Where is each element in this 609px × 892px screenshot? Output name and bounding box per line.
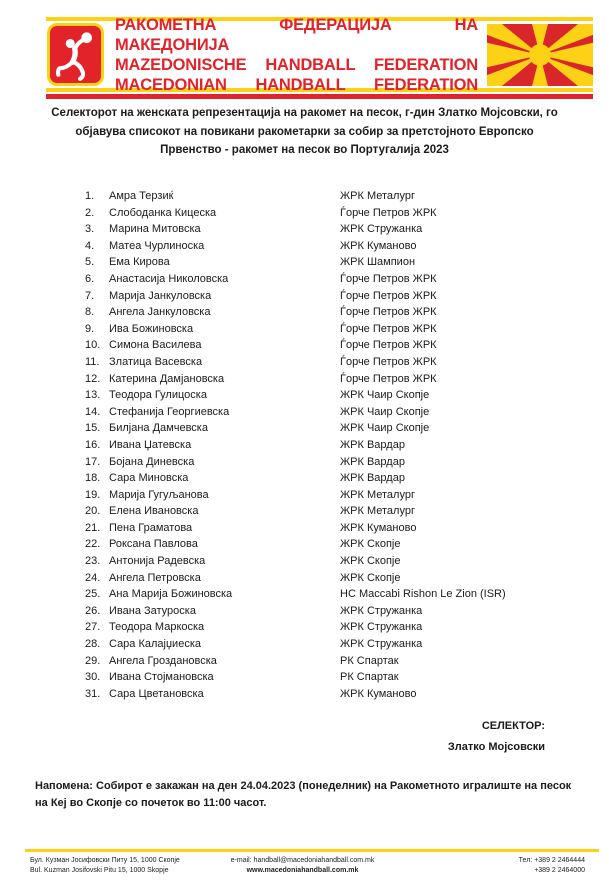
footer-contact [205, 856, 400, 875]
player-name: Слободанка Кицеска [109, 206, 217, 219]
player-number: 15. [85, 422, 101, 435]
player-row [85, 570, 575, 587]
player-row [85, 188, 575, 205]
player-number: 12. [85, 372, 101, 385]
player-number: 28. [85, 638, 101, 651]
player-club: РК Спартак [340, 671, 399, 684]
federation-title-english: MACEDONIAN HANDBALL FEDERATION [115, 75, 478, 94]
player-number: 9. [85, 322, 95, 335]
player-row [85, 271, 575, 288]
footer-columns [0, 852, 609, 875]
player-name: Амра Терзиќ [109, 190, 174, 202]
player-club: Ѓорче Петров ЖРК [340, 372, 437, 385]
federation-title-german: MAZEDONISCHE HANDBALL FEDERATION [115, 55, 478, 74]
player-name: Марија Јанкуловска [109, 289, 212, 302]
player-row [85, 487, 575, 504]
player-number: 13. [85, 389, 101, 402]
player-number: 29. [85, 654, 101, 667]
player-number: 30. [85, 671, 101, 684]
player-number: 1. [85, 190, 95, 202]
player-name: Анастасија Николовска [109, 272, 229, 285]
player-row [85, 536, 575, 553]
player-club: ЖРК Куманово [340, 687, 417, 700]
player-name: Антонија Радевска [109, 555, 206, 568]
player-club: ЖРК Скопје [340, 555, 401, 568]
player-name: Стефанија Георгиевска [109, 405, 230, 418]
player-club: Ѓорче Петров ЖРК [340, 306, 437, 319]
player-name: Симона Василева [109, 339, 202, 352]
player-name: Матеа Чурлиноска [109, 239, 205, 252]
player-club: ЖРК Куманово [340, 239, 417, 252]
player-row [85, 238, 575, 255]
player-club: Ѓорче Петров ЖРК [340, 272, 437, 285]
player-row [85, 669, 575, 686]
player-row [85, 619, 575, 636]
player-name: Ива Божиновска [109, 322, 194, 335]
player-number: 31. [85, 687, 101, 700]
player-number: 18. [85, 472, 101, 485]
player-row [85, 653, 575, 670]
player-row [85, 337, 575, 354]
player-club: Ѓорче Петров ЖРК [340, 289, 437, 302]
player-number: 3. [85, 223, 95, 236]
player-name: Ангела Јанкуловска [109, 306, 211, 319]
player-number: 27. [85, 621, 101, 634]
player-club: ЖРК Металург [340, 190, 415, 202]
player-list [85, 188, 575, 702]
player-number: 2. [85, 206, 95, 219]
selector-block [448, 716, 545, 758]
player-name: Марина Митовска [109, 223, 201, 236]
player-row [85, 288, 575, 305]
player-row [85, 586, 575, 603]
player-number: 26. [85, 604, 101, 617]
player-row [85, 603, 575, 620]
player-club: ЖРК Стружанка [340, 604, 423, 617]
player-row [85, 470, 575, 487]
player-name: Катерина Дамјановска [109, 372, 225, 385]
player-club: Ѓорче Петров ЖРК [340, 206, 437, 219]
player-name: Сара Цветановска [109, 687, 204, 700]
player-name: Теодора Гулицоска [109, 389, 207, 402]
player-name: Елена Ивановска [109, 505, 199, 518]
player-number: 6. [85, 272, 95, 285]
player-club: ЖРК Шампион [340, 256, 416, 269]
player-row [85, 454, 575, 471]
footer-address [30, 856, 205, 875]
footer-email: e-mail: handball@macedoniahandball.com.mk [230, 857, 375, 864]
player-number: 23. [85, 555, 101, 568]
player-club: ЖРК Вардар [340, 472, 405, 485]
footer-address-mk: Бул. Кузман Јосифовски Питу 15, 1000 Скопје [30, 857, 180, 864]
player-name: Бојана Диневска [109, 455, 195, 468]
handball-player-icon [53, 28, 99, 82]
selector-name: Златко Мојсовски [447, 741, 545, 753]
federation-letterhead [46, 17, 593, 99]
player-club: ЖРК Куманово [340, 521, 417, 534]
player-club: ЖРК Чаир Скопје [340, 389, 430, 402]
player-name: Ивана Затуроска [109, 604, 196, 617]
macedonia-flag-icon [487, 24, 593, 86]
player-row [85, 304, 575, 321]
player-row [85, 371, 575, 388]
player-club: ЖРК Металург [340, 505, 415, 518]
player-name: Ангела Петровска [109, 571, 201, 584]
player-name: Ангела Гроздановска [109, 654, 217, 667]
player-club: ЖРК Скопје [340, 571, 401, 584]
player-number: 20. [85, 505, 101, 518]
player-number: 11. [85, 355, 100, 368]
player-name: Ивана Џатевска [109, 438, 192, 451]
player-club: ЖРК Стружанка [340, 621, 423, 634]
player-number: 4. [85, 239, 95, 252]
player-name: Теодора Маркоска [109, 621, 205, 634]
player-club: РК Спартак [340, 654, 399, 667]
player-number: 10. [85, 339, 101, 352]
player-club: ЖРК Чаир Скопје [340, 405, 430, 418]
footer-address-en: Bul. Kuzman Josifovski Pitu 15, 1000 Skopje [30, 866, 169, 874]
player-number: 16. [85, 438, 101, 451]
player-number: 14. [85, 405, 101, 418]
player-club: ЖРК Вардар [340, 455, 405, 468]
player-club: Ѓорче Петров ЖРК [340, 322, 437, 335]
selector-label: СЕЛЕКТОР: [481, 720, 545, 732]
player-name: Златица Васевска [109, 355, 203, 368]
player-row [85, 636, 575, 653]
player-club: HC Maccabi Rishon Le Zion (ISR) [340, 588, 506, 601]
player-club: ЖРК Вардар [340, 438, 405, 451]
player-club: ЖРК Чаир Скопје [340, 422, 430, 435]
player-row [85, 686, 575, 703]
player-club: ЖРК Металург [340, 488, 415, 501]
federation-title-macedonian: РАКОМЕТНА ФЕДЕРАЦИЈА НА МАКЕДОНИЈА [115, 15, 478, 54]
player-number: 25. [85, 588, 101, 601]
player-row [85, 321, 575, 338]
player-row [85, 404, 575, 421]
player-club: Ѓорче Петров ЖРК [340, 355, 437, 368]
player-club: ЖРК Стружанка [340, 223, 423, 236]
footer-website: www.macedoniahandball.com.mk [246, 866, 359, 874]
player-name: Сара Миновска [109, 472, 189, 485]
header-red-bar [46, 94, 593, 99]
player-name: Ивана Стојмановска [109, 671, 214, 684]
player-number: 5. [85, 256, 95, 269]
player-number: 7. [85, 289, 95, 302]
player-number: 19. [85, 488, 101, 501]
player-row [85, 520, 575, 537]
player-club: ЖРК Стружанка [340, 638, 423, 651]
player-row [85, 503, 575, 520]
player-row [85, 387, 575, 404]
player-row [85, 354, 575, 371]
intro-paragraph: Селекторот на женската репрезентација на ракомет на песок, г-дин Златко Мојсовски, го објавува списокот на повикани ракометарки за собир за претстојното Европско Првенство - ракомет на песок во Португалија 2023 [51, 107, 558, 156]
player-row [85, 254, 575, 271]
footer-phone-2: +389 2 2464000 [534, 866, 585, 874]
player-club: ЖРК Скопје [340, 538, 401, 551]
player-number: 21. [85, 521, 101, 534]
federation-titles [115, 15, 478, 95]
player-row [85, 420, 575, 437]
player-name: Ана Марија Божиновска [109, 588, 233, 601]
note-paragraph: Напомена: Собирот е закажан на ден 24.04.2023 (понеделник) на Ракометното игралиште на песок на Кеј во Скопје со почеток во 11:00 часот. [35, 780, 572, 809]
player-name: Сара Калајџиеска [109, 638, 201, 651]
page-footer [0, 849, 609, 875]
player-name: Ема Кирова [109, 256, 170, 269]
player-number: 8. [85, 306, 95, 319]
header-row [46, 15, 593, 94]
footer-phone-1: Тел: +389 2 2464444 [518, 857, 585, 864]
player-number: 17. [85, 455, 101, 468]
footer-phones [400, 856, 585, 875]
player-number: 24. [85, 571, 101, 584]
player-name: Роксана Павлова [109, 538, 198, 551]
player-row [85, 437, 575, 454]
player-club: Ѓорче Петров ЖРК [340, 339, 437, 352]
player-row [85, 205, 575, 222]
player-name: Пена Граматова [109, 521, 193, 534]
handball-federation-logo [47, 23, 104, 86]
player-name: Билјана Дамчевска [109, 422, 208, 435]
player-row [85, 553, 575, 570]
player-number: 22. [85, 538, 101, 551]
player-name: Марија Гугуљанова [109, 488, 209, 501]
player-row [85, 221, 575, 238]
